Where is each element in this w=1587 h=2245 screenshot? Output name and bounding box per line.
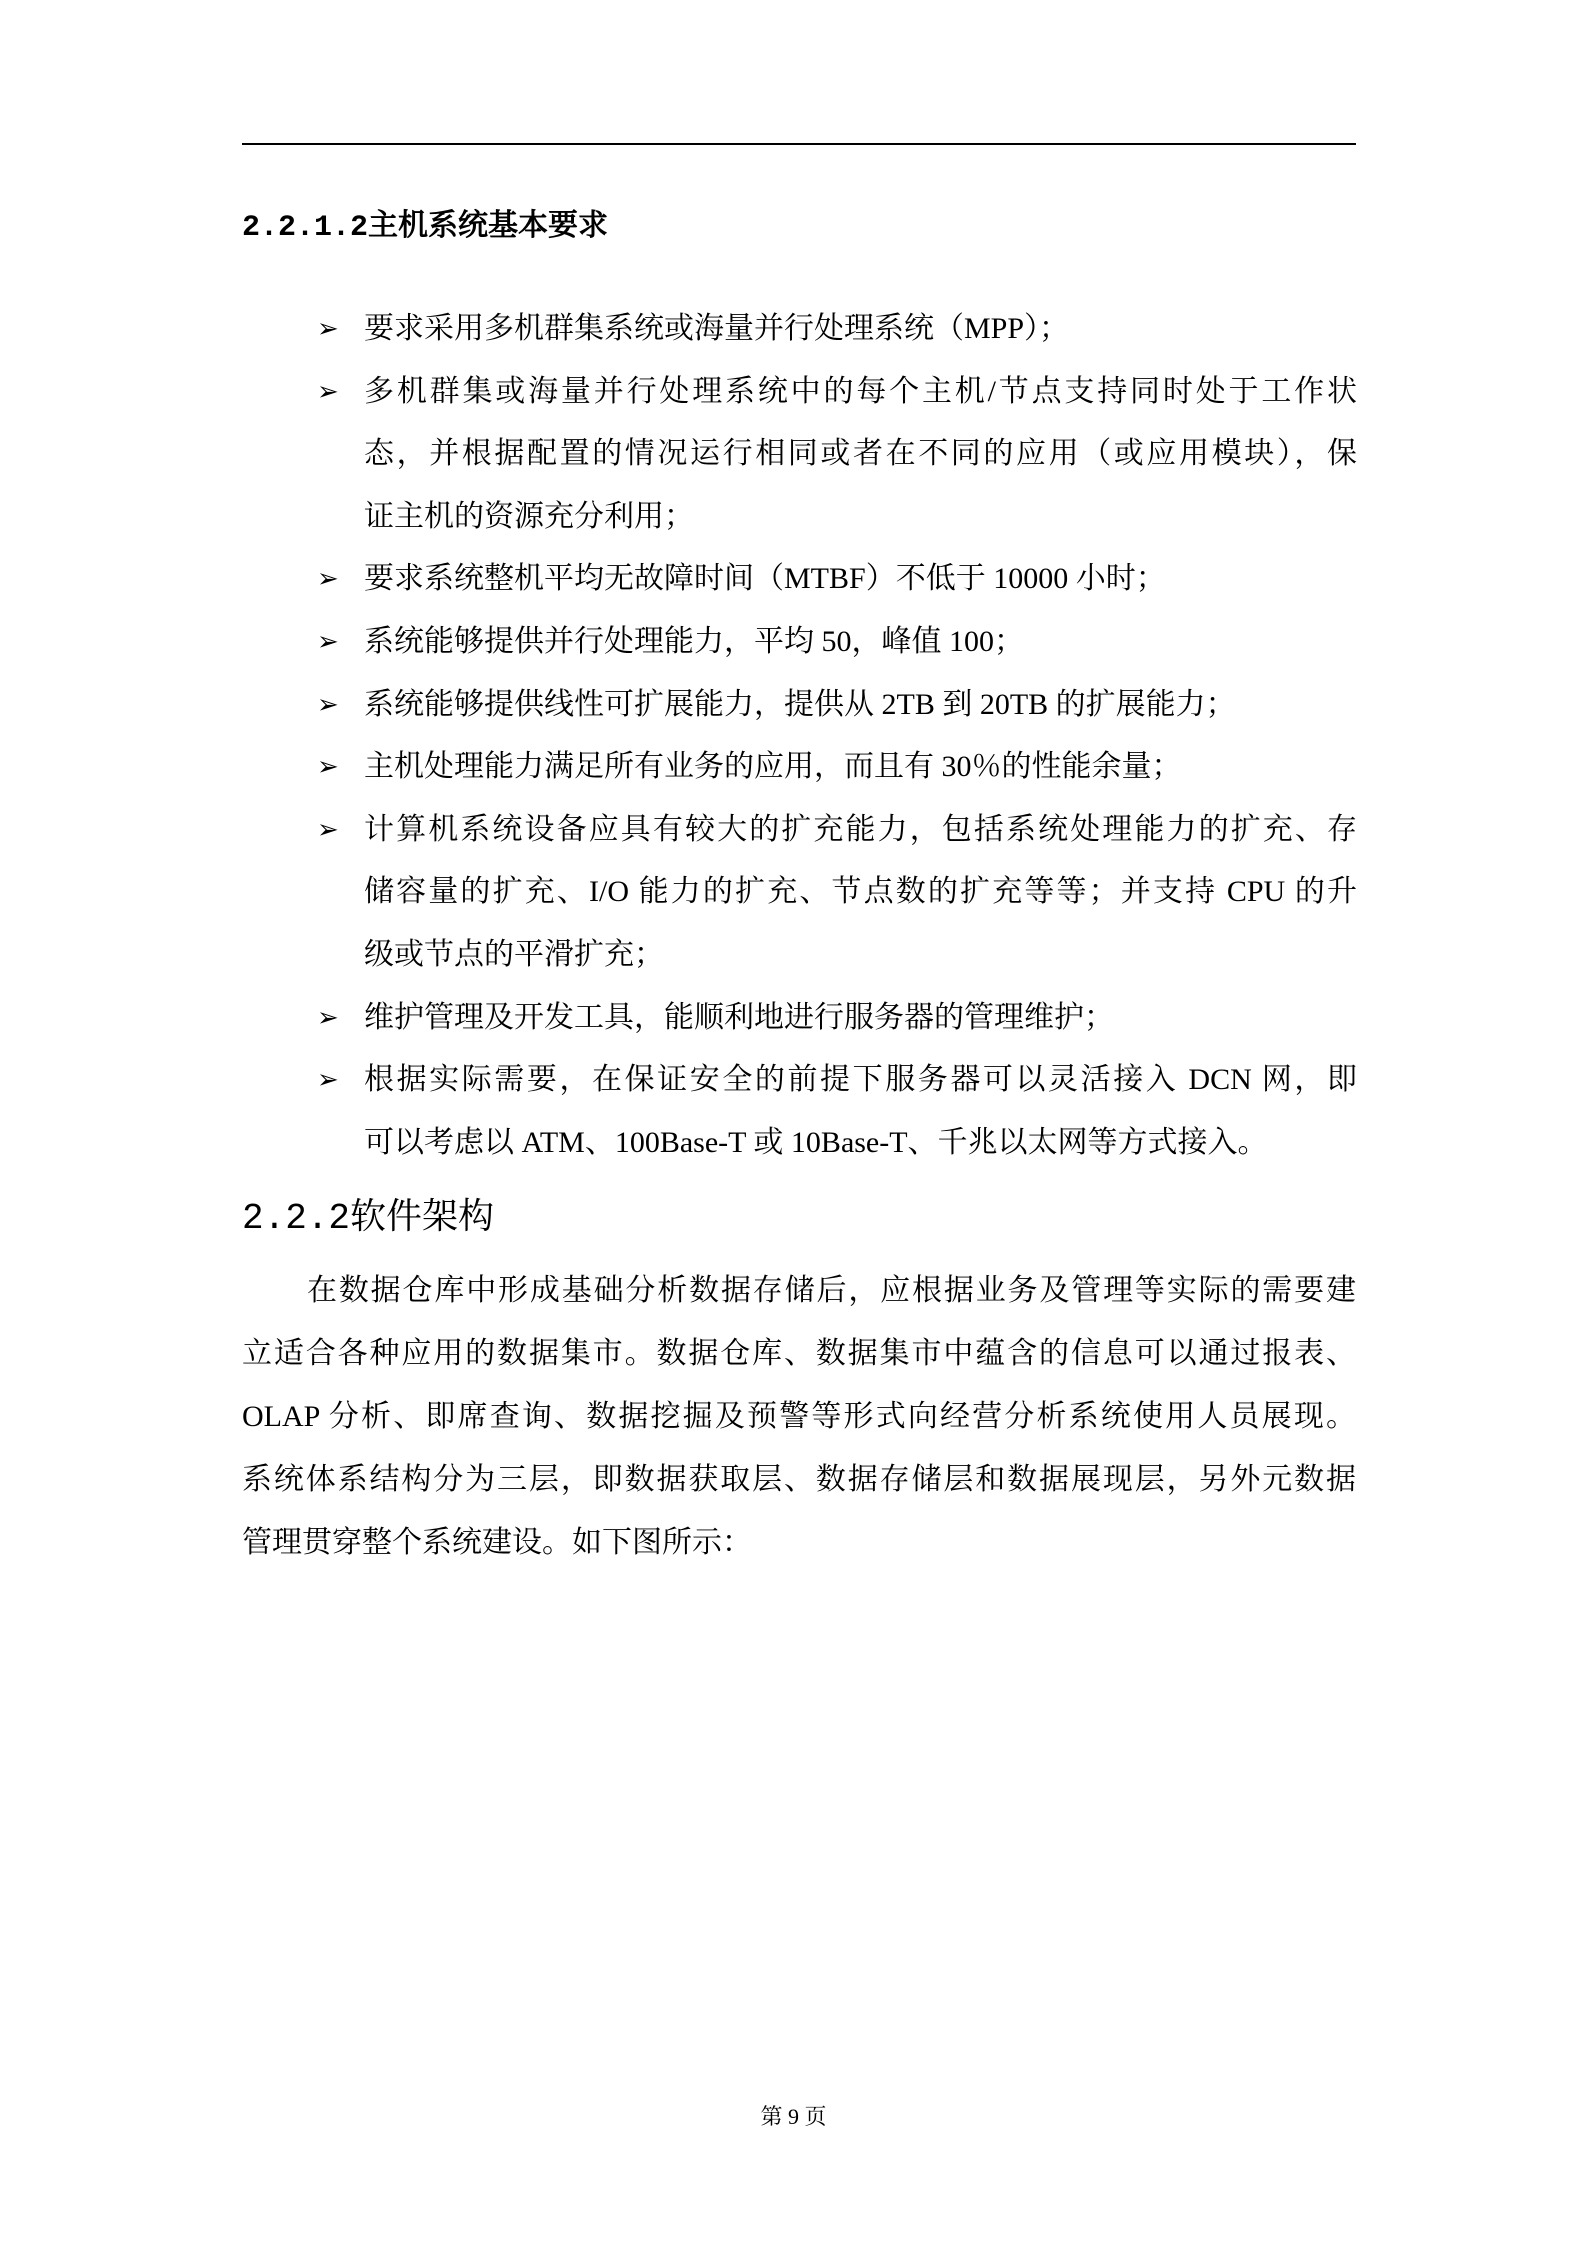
arrow-bullet-icon: ➢	[317, 314, 339, 344]
list-item	[317, 736, 1357, 799]
list-item-text: 系统能够提供线性可扩展能力，提供从 2TB 到 20TB 的扩展能力；	[364, 687, 1236, 721]
list-item-text: 系统能够提供并行处理能力，平均 50，峰值 100；	[364, 624, 1024, 658]
list-item	[317, 611, 1357, 674]
page-number: 第 9 页	[760, 2104, 827, 2129]
paragraph-line: OLAP 分析、即席查询、数据挖掘及预警等形式向经营分析系统使用人员展现。	[242, 1400, 1356, 1433]
list-item-text: 态，并根据配置的情况运行相同或者在不同的应用（或应用模块），保	[364, 437, 1357, 471]
arrow-bullet-icon: ➢	[317, 626, 339, 657]
header-rule	[242, 143, 1356, 145]
list-item-text: 计算机系统设备应具有较大的扩充能力，包括系统处理能力的扩充、存	[364, 812, 1357, 846]
list-item	[317, 1049, 1357, 1174]
list-item-text: 可以考虑以 ATM、100Base-T 或 10Base-T、千兆以太网等方式接入。	[364, 1125, 1268, 1159]
arrow-bullet-icon: ➢	[317, 564, 339, 595]
section-heading: 2.2.1.2主机系统基本要求	[242, 211, 609, 245]
arrow-bullet-icon: ➢	[317, 689, 339, 720]
arrow-bullet-icon: ➢	[317, 376, 339, 407]
list-item-text: 要求系统整机平均无故障时间（MTBF）不低于 10000 小时；	[364, 562, 1166, 596]
subsection-heading: 2.2.2软件架构	[242, 1198, 495, 1239]
requirements-list	[317, 298, 1357, 1174]
list-item	[317, 361, 1357, 549]
list-item-text: 储容量的扩充、I/O 能力的扩充、节点数的扩充等等；并支持 CPU 的升	[364, 875, 1357, 909]
paragraph-line: 系统体系结构分为三层，即数据获取层、数据存储层和数据展现层，另外元数据	[242, 1463, 1356, 1496]
list-item	[317, 298, 1357, 361]
body-paragraph	[242, 1259, 1356, 1574]
paragraph-line: 在数据仓库中形成基础分析数据存储后，应根据业务及管理等实际的需要建	[307, 1274, 1356, 1307]
paragraph-line: 立适合各种应用的数据集市。数据仓库、数据集市中蕴含的信息可以通过报表、	[242, 1337, 1356, 1370]
list-item	[317, 548, 1357, 611]
arrow-bullet-icon: ➢	[317, 814, 339, 845]
list-item-text: 要求采用多机群集系统或海量并行处理系统（MPP）；	[364, 312, 1070, 345]
paragraph-line: 管理贯穿整个系统建设。如下图所示：	[242, 1526, 752, 1559]
arrow-bullet-icon: ➢	[317, 1002, 339, 1033]
list-item	[317, 799, 1357, 987]
list-item	[317, 987, 1357, 1050]
list-item-text: 主机处理能力满足所有业务的应用，而且有 30％的性能余量；	[364, 750, 1182, 784]
list-item-text: 证主机的资源充分利用；	[364, 499, 694, 533]
list-item-text: 多机群集或海量并行处理系统中的每个主机/节点支持同时处于工作状	[364, 374, 1357, 408]
arrow-bullet-icon: ➢	[317, 752, 339, 783]
list-item-text: 级或节点的平滑扩充；	[364, 937, 664, 971]
list-item	[317, 674, 1357, 737]
list-item-text: 根据实际需要，在保证安全的前提下服务器可以灵活接入 DCN 网，即	[364, 1063, 1357, 1097]
list-item-text: 维护管理及开发工具，能顺利地进行服务器的管理维护；	[364, 1000, 1114, 1034]
arrow-bullet-icon: ➢	[317, 1065, 339, 1096]
